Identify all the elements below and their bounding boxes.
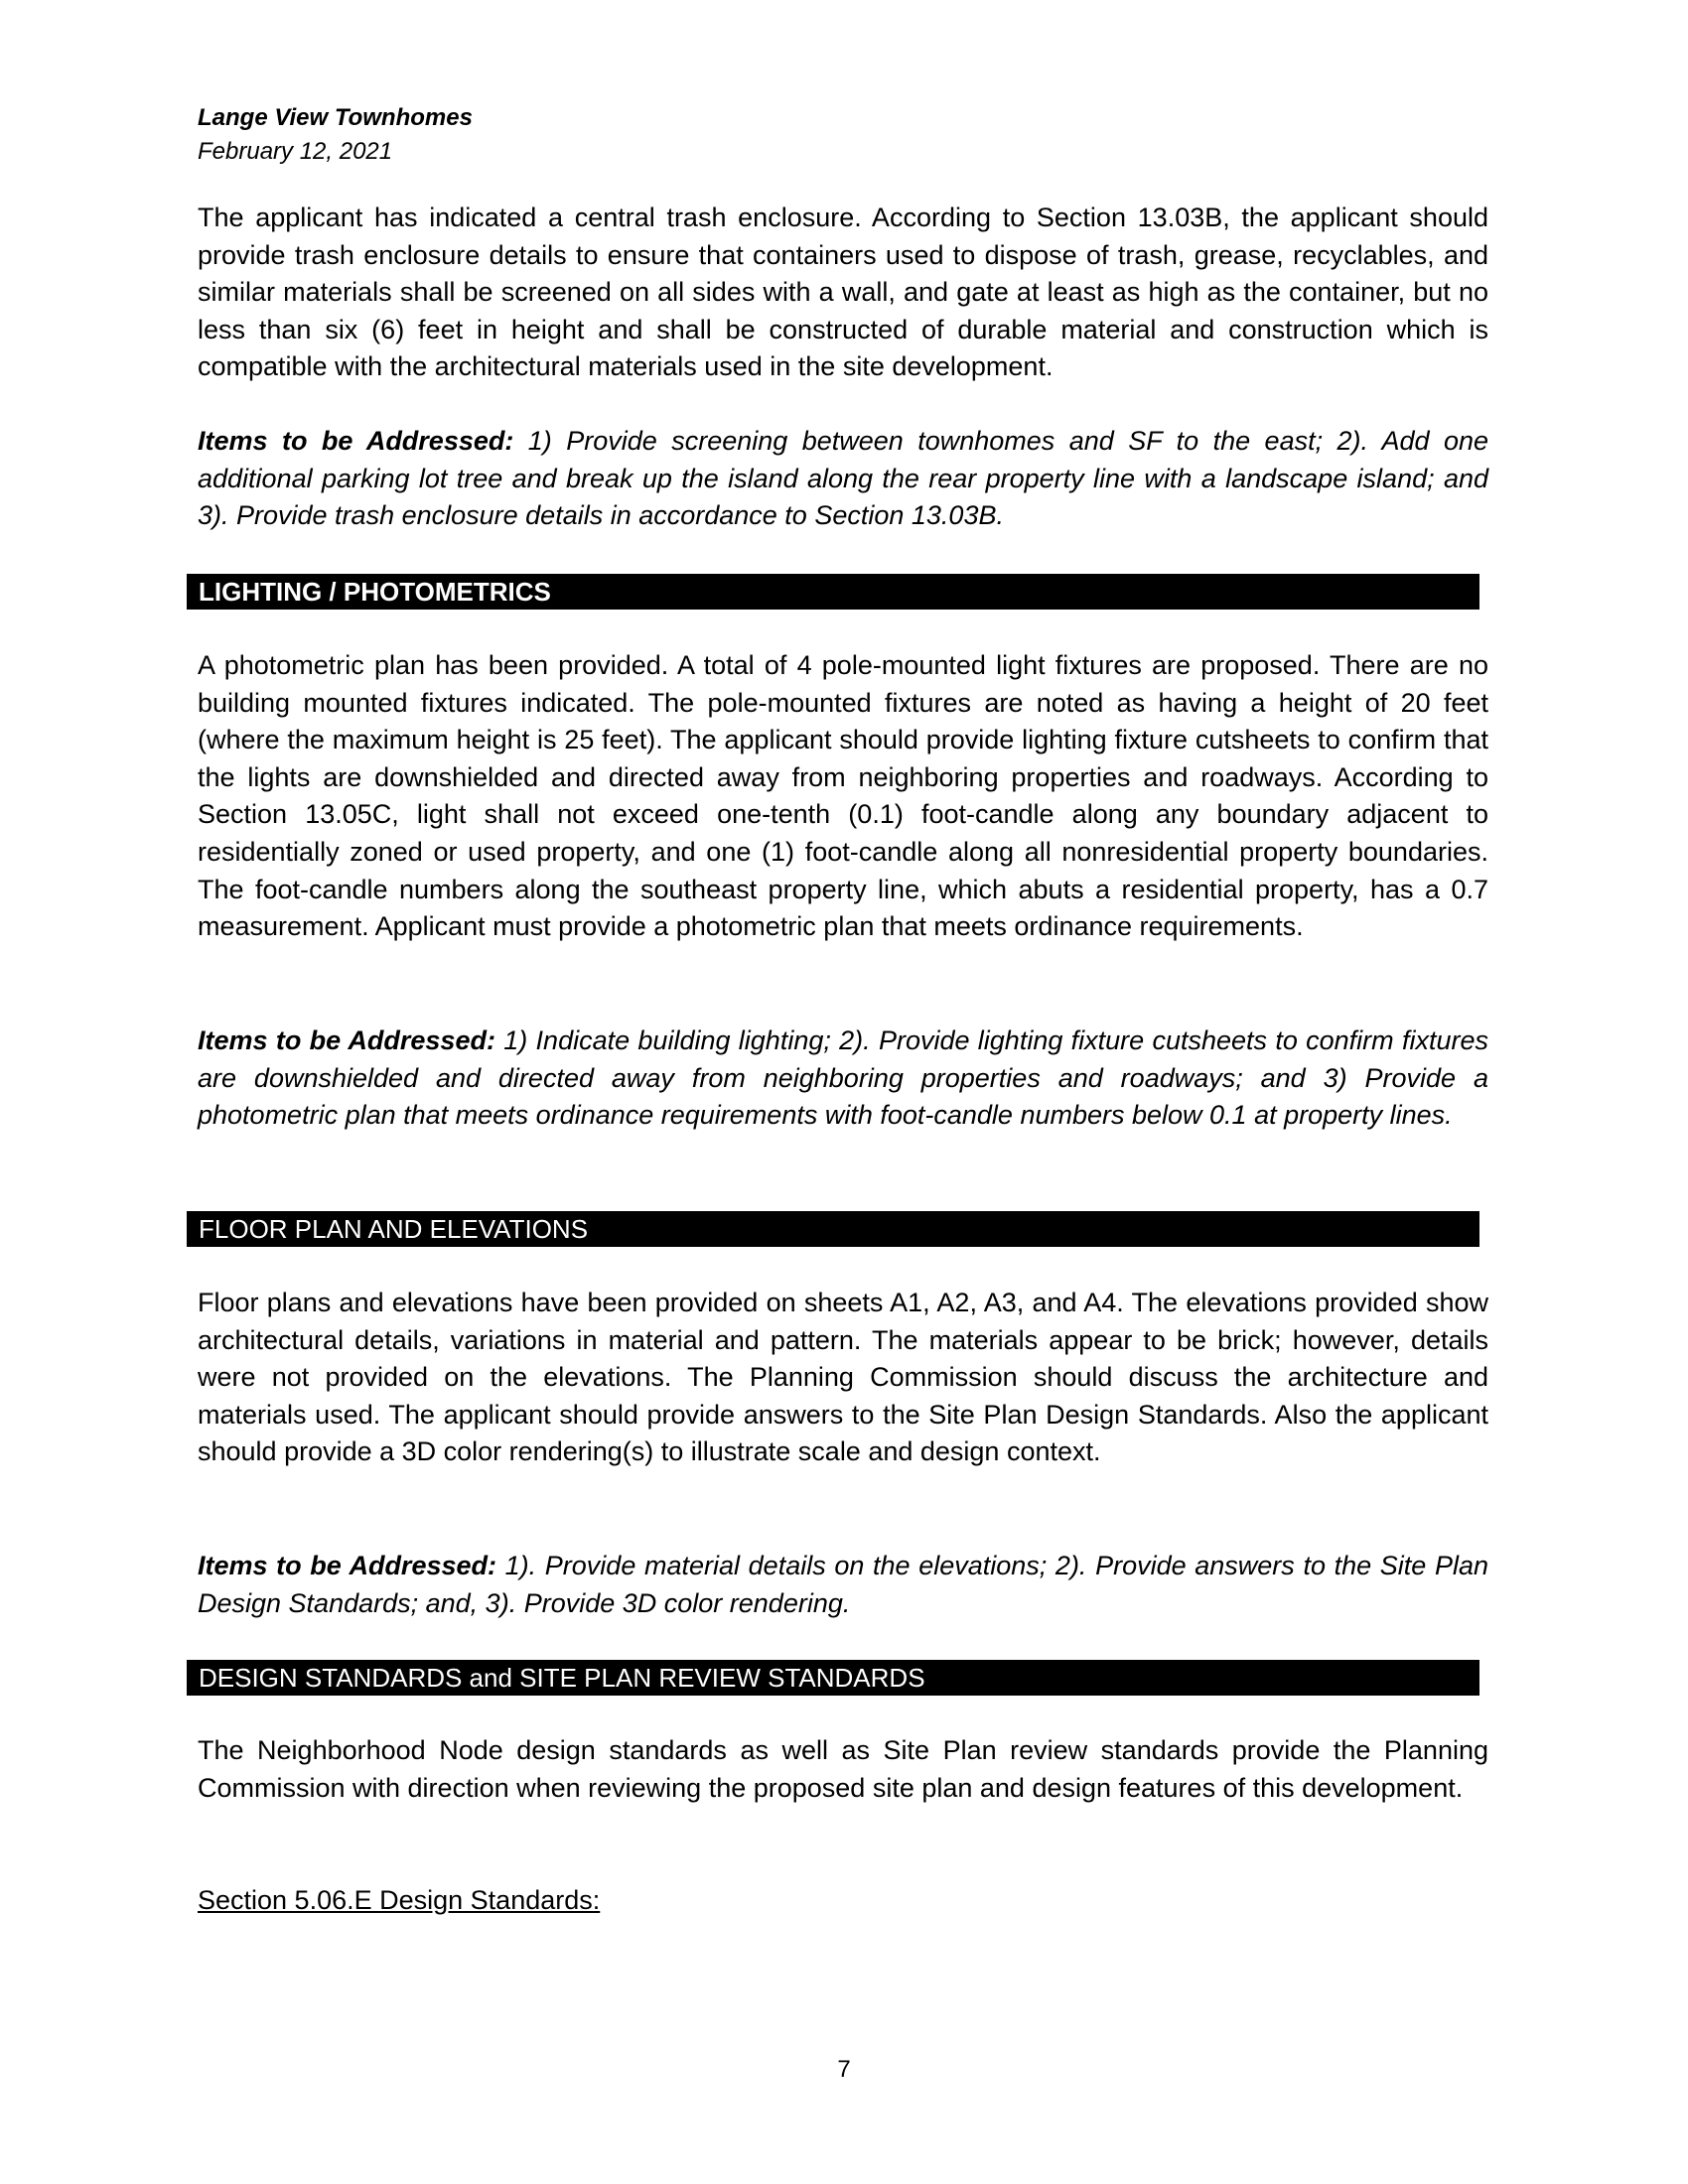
lighting-paragraph: A photometric plan has been provided. A total of 4 pole-mounted light fixtures are proposed. There are no building mounted fixtures indicated. The pole-mounted fixtures are noted as having a height of 20 feet (where the maximum height is 25 feet). The applicant should provide lighting fixture cutsheets to confirm that the lights are downshielded and directed away from neighboring properties and roadways. According to Section 13.05C, light shall not exceed one-tenth (0.1) foot-candle along any boundary adjacent to residentially zoned or used property, and one (1) foot-candle along all nonresidential property boundaries. The foot-candle numbers along the southeast property line, which abuts a residential property, has a 0.7 measurement. Applicant must provide a photometric plan that meets ordinance requirements. [198, 650, 1488, 942]
section-heading-design-standards: DESIGN STANDARDS and SITE PLAN REVIEW STANDARDS [187, 1660, 1479, 1696]
page-number: 7 [837, 2056, 851, 2083]
items-text: 1). Provide material details on the elevations; 2). Provide answers to the Site Plan Design Standards; and, 3). Provide 3D color rendering. [198, 1551, 1488, 1618]
landscape-items-to-address [198, 423, 1488, 535]
project-title: Lange View Townhomes [198, 104, 473, 131]
items-lead-label: Items to be Addressed: [198, 426, 514, 456]
section-heading-floor-plan: FLOOR PLAN AND ELEVATIONS [187, 1211, 1479, 1247]
floor-plan-items-to-address [198, 1548, 1488, 1622]
lighting-items-to-address [198, 1023, 1488, 1135]
document-header [198, 101, 473, 169]
items-text: 1) Provide screening between townhomes and SF to the east; 2). Add one additional parking lot tree and break up the island along the rear property line with a landscape island; and 3). Provide trash enclosure details in accordance to Section 13.03B. [198, 426, 1488, 531]
items-text: 1) Indicate building lighting; 2). Provide lighting fixture cutsheets to confirm fixtures are downshielded and directed away from neighboring properties and roadways; and 3) Provide a photometric plan that meets ordinance requirements with foot-candle numbers below 0.1 at property lines. [198, 1025, 1488, 1131]
design-standards-paragraph: The Neighborhood Node design standards as well as Site Plan review standards provide the Planning Commission with direction when reviewing the proposed site plan and design features of this development. [198, 1735, 1488, 1803]
items-lead-label: Items to be Addressed: [198, 1025, 495, 1055]
floor-plan-paragraph: Floor plans and elevations have been provided on sheets A1, A2, A3, and A4. The elevations provided show architectural details, variations in material and pattern. The materials appear to be brick; however, details were not provided on the elevations. The Planning Commission should discuss the architecture and materials used. The applicant should provide answers to the Site Plan Design Standards. Also the applicant should provide a 3D color rendering(s) to illustrate scale and design context. [198, 1288, 1488, 1467]
items-lead-label: Items to be Addressed: [198, 1551, 496, 1580]
document-date: February 12, 2021 [198, 138, 393, 165]
trash-enclosure-paragraph: The applicant has indicated a central trash enclosure. According to Section 13.03B, the applicant should provide trash enclosure details to ensure that containers used to dispose of trash, grease, recyclables, and similar materials shall be screened on all sides with a wall, and gate at least as high as the container, but no less than six (6) feet in height and shall be constructed of durable material and construction which is compatible with the architectural materials used in the site development. [198, 203, 1488, 382]
section-heading-lighting: LIGHTING / PHOTOMETRICS [187, 574, 1479, 610]
subsection-heading-design-standards: Section 5.06.E Design Standards: [198, 1885, 601, 1915]
